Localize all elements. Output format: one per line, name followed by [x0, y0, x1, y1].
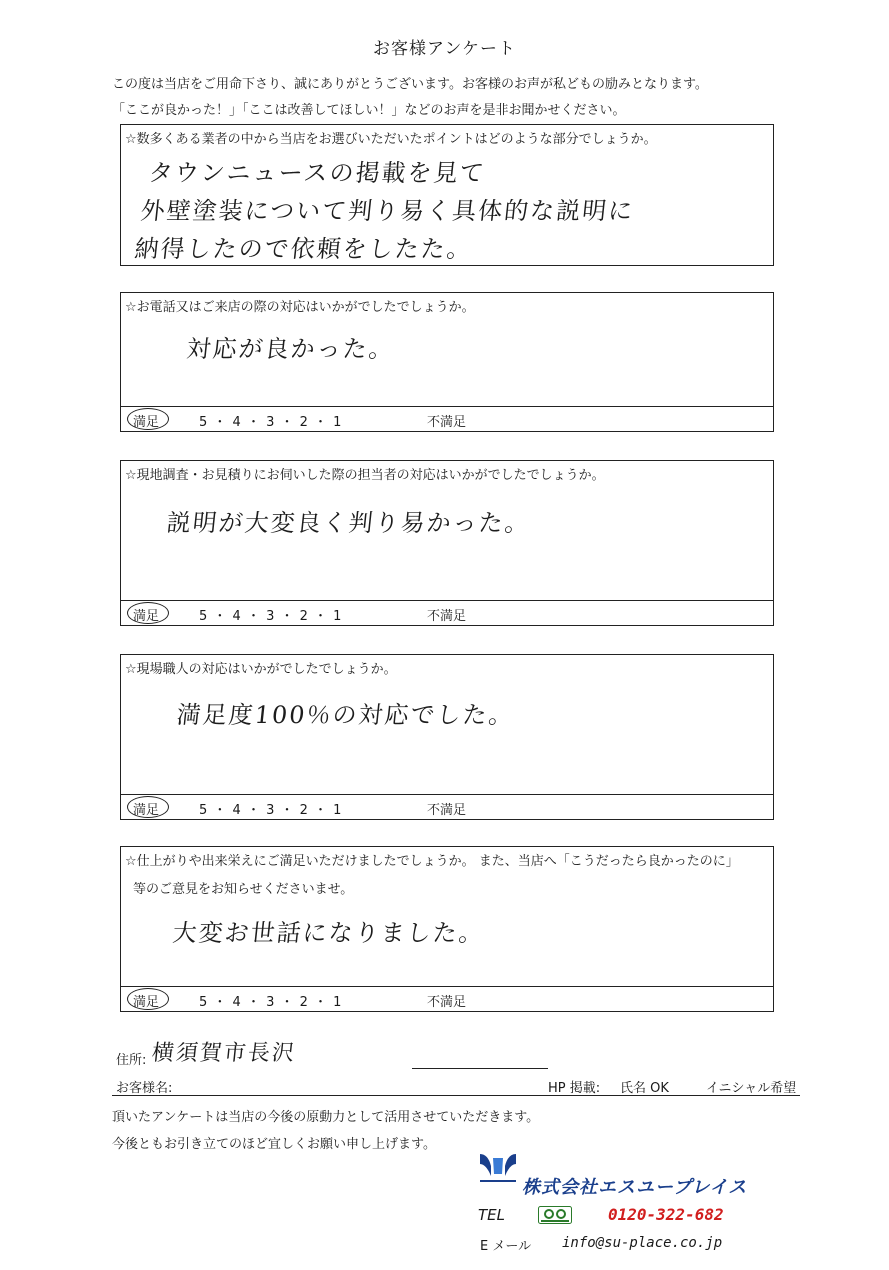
- address-label: 住所:: [116, 1053, 147, 1068]
- question-text: ☆現地調査・お見積りにお伺いした際の担当者の対応はいかがでしたでしょうか。: [125, 468, 605, 483]
- satisfaction-scale: [121, 794, 773, 819]
- logo-mark-icon: [478, 1150, 518, 1186]
- handwritten-answer-line: タウンニュースの掲載を見て: [147, 159, 488, 187]
- question-text: ☆現場職人の対応はいかがでしたでしょうか。: [125, 662, 397, 677]
- scale-numbers: 5 ・ 4 ・ 3 ・ 2 ・ 1: [199, 609, 343, 624]
- scale-label-unsatisfied: 不満足: [427, 995, 467, 1010]
- email-address[interactable]: info@su-place.co.jp: [562, 1235, 723, 1251]
- tel-label: TEL: [478, 1206, 505, 1224]
- hp-label: HP 掲載:: [548, 1081, 601, 1096]
- handwritten-answer-line: 外壁塗装について判り易く具体的な説明に: [139, 197, 636, 225]
- tel-number[interactable]: 0120-322-682: [608, 1205, 724, 1224]
- address-value: 横須賀市長沢: [150, 1041, 298, 1066]
- free-dial-icon: [538, 1206, 572, 1228]
- footer-line-1: 頂いたアンケートは当店の今後の原動力として活用させていただきます。: [112, 1110, 540, 1125]
- scale-numbers: 5 ・ 4 ・ 3 ・ 2 ・ 1: [199, 803, 343, 818]
- customer-name-label: お客様名:: [116, 1081, 173, 1096]
- satisfaction-scale: [121, 986, 773, 1011]
- intro-line-2: 「ここが良かった！」「ここは改善してほしい！」などのお声を是非お聞かせください。: [112, 103, 626, 118]
- question-box-3: [120, 460, 774, 626]
- handwritten-answer-line: 満足度100％の対応でした。: [175, 701, 517, 729]
- question-text: ☆お電話又はご来店の際の対応はいかがでしたでしょうか。: [125, 300, 475, 315]
- scale-label-unsatisfied: 不満足: [427, 803, 467, 818]
- question-text: ☆仕上がりや出来栄えにご満足いただけましたでしょうか。 また、当店へ「こうだったら良かったのに」: [125, 854, 739, 869]
- handwritten-answer-line: 大変お世話になりました。: [171, 919, 487, 947]
- email-label: E メール: [480, 1239, 532, 1254]
- intro-line-1: この度は当店をご用命下さり、誠にありがとうございます。お客様のお声が私どもの励みとなります。: [112, 77, 708, 92]
- scale-numbers: 5 ・ 4 ・ 3 ・ 2 ・ 1: [199, 995, 343, 1010]
- handwritten-answer-line: 説明が大変良く判り易かった。: [165, 509, 533, 537]
- satisfaction-scale: [121, 406, 773, 431]
- scale-label-satisfied: 満足: [133, 609, 160, 624]
- question-box-1: [120, 124, 774, 266]
- option-name-ok[interactable]: 氏名 OK: [620, 1081, 669, 1096]
- footer-line-2: 今後ともお引き立てのほど宜しくお願い申し上げます。: [112, 1137, 436, 1152]
- scale-label-satisfied: 満足: [133, 803, 160, 818]
- scale-label-satisfied: 満足: [133, 995, 160, 1010]
- scale-numbers: 5 ・ 4 ・ 3 ・ 2 ・ 1: [199, 415, 343, 430]
- handwritten-answer-line: 対応が良かった。: [185, 335, 397, 363]
- scale-label-unsatisfied: 不満足: [427, 415, 467, 430]
- question-text: ☆数多くある業者の中から当店をお選びいただいたポイントはどのような部分でしょうか。: [125, 132, 657, 147]
- question-text-line-2: 等のご意見をお知らせくださいませ。: [133, 882, 354, 897]
- address-underline: [412, 1068, 548, 1069]
- scale-label-satisfied: 満足: [133, 415, 160, 430]
- scale-label-unsatisfied: 不満足: [427, 609, 467, 624]
- page-title: お客様アンケート: [373, 39, 516, 59]
- question-box-5: [120, 846, 774, 1012]
- question-box-2: [120, 292, 774, 432]
- option-initial[interactable]: イニシャル希望: [706, 1081, 797, 1096]
- customer-name-underline: [112, 1095, 800, 1096]
- handwritten-answer-line: 納得したので依頼をしたた。: [133, 235, 475, 263]
- satisfaction-scale: [121, 600, 773, 625]
- company-logo: [478, 1150, 518, 1190]
- question-box-4: [120, 654, 774, 820]
- company-name: 株式会社エスユープレイス: [522, 1177, 748, 1198]
